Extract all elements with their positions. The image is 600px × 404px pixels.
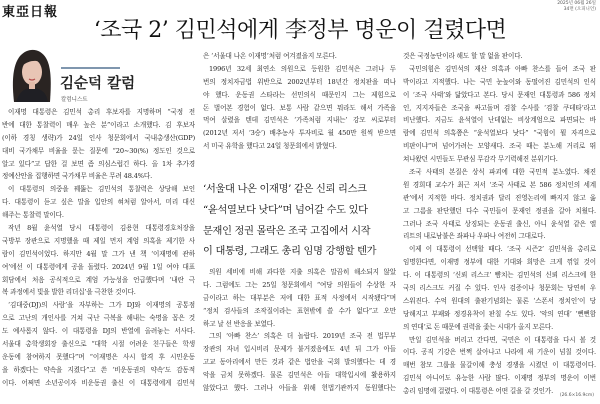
article-headline: ‘조국 2’ 김민석에게 李정부 명운이 걸렸다면 [93, 18, 507, 43]
text-line: 도 예사롭지 않다. 이 대통령을 DJ의 반열에 올려놓는 서사다. [2, 327, 195, 336]
text-line: 해주는 통찰력 말이다. [2, 211, 64, 220]
paragraph [2, 106, 195, 183]
text-line: 이다. 공직 기강은 번쩍 살아나고 나라에 새 기운이 넘칠 것이다. [403, 348, 596, 357]
text-line: 금이라고 하는 대부분은 저에 대한 표적 사정에서 시작됐다”며 [203, 293, 396, 302]
text-line: 여’에선 이 대통령에게 공을 돌렸다. 2024년 9월 1일 여야 대표 [2, 262, 195, 271]
text-line: (이하 경칭 생략)가 24일 인사 청문회에서 국내총생산(GDP) [2, 133, 195, 142]
text-line: 당해지고 부패와 정경유착이 판칠 수도 있다. ‘악의 연대’ ‘뻔뻔함 [403, 309, 596, 318]
text-line: 은 ‘서울대 나온 이재명’처럼 여겨졌을지 모른다. [203, 52, 337, 60]
text-line: 국민의힘은 김민석의 재산 의혹과 아빠 찬스를 들어 조국 판 [409, 64, 596, 73]
text-line: 야 했다. 운동권 스타라는 선민의식 때문인지 그는 제힘으로 [203, 90, 396, 99]
text-line: 알고 있다”고 답한 걸 보면 좀 의심스럽긴 하다. 올 1차 추가경 [2, 159, 195, 168]
paragraph [203, 50, 396, 63]
text-column-left [2, 106, 195, 390]
text-line: 비난했다. 지금도 윤석열이 난데없는 비상계엄으로 파면되는 바 [403, 116, 596, 125]
text-line: 매번 참모 그룹을 물갈이해 충성 경쟁을 시켰던 이 대통령이다. [403, 361, 596, 370]
text-column-middle-top [203, 50, 396, 153]
text-line: 고 그름을 판단했던 다수 국민들이 문재인 정권을 갈아 치웠다. [403, 206, 596, 215]
text-line: 스워진다. 수억 원대의 출판기념회는 물론 ‘스폰서 정치인’이 당 [403, 296, 596, 305]
text-line: 그의 ‘아빠 찬스’ 의혹은 더 놀랍다. 2019년 조국 전 법무부 [209, 332, 396, 341]
text-line: 이재명 대통령은 김민석 총리 후보자를 지명하며 “국정 전 [8, 108, 195, 116]
text-column-right [403, 50, 596, 398]
text-line: 람이 김민석이었다. 하지만 4월 말 그가 낸 책 ‘이재명에 관하 [2, 249, 195, 258]
text-line: 악을 금치 못하겠다. 물론 김민석은 아들 대학입시에 활용하지 [203, 371, 396, 380]
text-line: 다. 이 대통령의 ‘신뢰 리스크’ 뺨치는 김민석의 신뢰 리스크에 한 [403, 271, 596, 280]
text-column-middle-bottom [203, 266, 396, 395]
text-line: 고교 동아리에서 만든 것과 같은 법안을 국회 발의했다는 데 경 [203, 358, 396, 367]
text-line: 만일 김민석을 버리고 간다면, 국민은 이 대통령을 다시 볼 것 [409, 335, 596, 344]
text-line: 으로 고난의 개인사를 거쳐 국난 극복을 해내는 숙명을 꼽은 것 [2, 314, 195, 323]
text-line: 1996년 32세 최연소 의원으로 등원한 김민석은 그러나 두 [209, 64, 396, 73]
subheadline [203, 180, 395, 263]
paragraph [2, 222, 195, 299]
column-name: 김순덕 칼럼 [60, 76, 136, 92]
subheadline-line: 문재인 정권 몰락은 조국 고집에서 시작 [203, 225, 371, 237]
subheadline-line: ‘서울대 나온 이재명’ 같은 신뢰 리스크 [203, 184, 367, 195]
text-line: 장관의 자녀 입시비리 문제가 불거졌음에도 4년 뒤 그가 아들 [203, 345, 396, 354]
columnist-photo [6, 44, 56, 102]
text-line: 원 경희대 교수가 최근 저서 ‘조국 사태로 본 586 정치인의 세계 [403, 180, 596, 189]
text-line: 이 대통령의 의중을 꿰뚫는 김민석의 통찰력은 상당해 보인 [8, 185, 195, 194]
paragraph [403, 63, 596, 166]
text-line: 비판이냐”며 넘어가려는 모양새다. 조국 때는 분노해 거리로 뛰 [403, 142, 596, 151]
text-line: 의원 세비에 비해 과다한 지출 의혹은 말끔히 해소되지 않았 [209, 268, 396, 276]
text-line: 이다. 어쩌면 소년공이자 비운동권 출신 이 대통령에게 김민석 [2, 378, 195, 387]
text-line: 박이라고 지적했다. 나는 국민 눈높이와 동떨어진 김민석의 인식 [403, 77, 596, 86]
text-line: 이제 이 대통령이 선택할 때다. ‘조국 시즌2’ 김민석을 총리로 [409, 245, 596, 254]
text-line: 작년 8월 윤석열 당시 대통령이 김용현 대통령경호처장을 [8, 224, 195, 233]
text-line: 서울대 총학생회장 출신으로 “대학 시절 어려운 친구들은 학생 [2, 340, 195, 349]
text-line: 복 과정에서 빛을 발한 리더십’을 극찬한 것이다. [2, 288, 136, 297]
subheadline-line: 이 대통령, 그래도 총리 임명 강행할 텐가 [203, 246, 377, 258]
text-line: 김민석 아니어도 유능한 사람 많다. 이재명 정부의 명운이 이번 [403, 374, 596, 383]
paragraph [403, 243, 596, 333]
text-line: 대비 국가채무 비율을 묻는 질문에 “20∼30(%) 정도인 것으로 [2, 146, 195, 155]
text-line: 을 하겠다는 약속을 지켰다”고 쓴 ‘비운동권의 약속’도 감동적 [2, 365, 195, 374]
subheadline-line: “윤석열보다 낫다”며 넘어갈 수도 있다 [203, 204, 368, 216]
text-line: 의 연대’로 돈 때문에 권력을 좇는 시대가 올지 모른다. [403, 322, 554, 331]
paragraph [203, 63, 396, 153]
text-line: 쳐나왔던 시민들도 무관심 무감각 무기력해진 분위기다. [403, 155, 558, 164]
paragraph [2, 299, 195, 389]
newspaper-masthead: 東亞日報 [2, 5, 59, 20]
text-line: 관’에서 지적한 바다. 정치권과 달리 진영논리에 빠지지 않고 옳 [403, 193, 596, 202]
text-line: 회담에서 처음 공식적으로 계엄 가능성을 언급했다며 ‘내란 극 [2, 275, 195, 284]
text-line: 국방부 장관으로 지명했을 때 제일 먼저 계엄 의혹을 제기한 사 [2, 236, 195, 245]
paragraph [403, 334, 596, 398]
text-line: 총리 임명에 걸렸다. 이 대통령은 어떤 길을 갈 것인가. [403, 387, 554, 396]
text-line: 하고 날 선 반응을 보였다. [203, 319, 275, 328]
text-line: 않았다고 했다. 그러나 아들을 위해 헌법기관까지 동원했다는 [203, 384, 396, 393]
dateline [557, 1, 596, 13]
text-line: 인, 지지자들은 조국을 싸고돌며 검찰 수사를 ‘검찰 쿠데타’라고 [403, 103, 596, 112]
text-line: 조국 사태의 본질은 상식 파괴에 대한 국민적 분노였다. 채진 [409, 168, 596, 177]
paragraph [2, 183, 195, 222]
paragraph [203, 266, 396, 330]
text-line: “정치 검사들의 조작질이라는 표현밖에 쓸 수가 없다”고 오만 [203, 306, 396, 315]
text-line: 그러나 조국 사태로 상징되는 운동권 출신, 아니 윤석열 같은 엘 [403, 219, 596, 228]
text-line: 것은 국정농단이라 해도 할 말 없을 판이다. [403, 52, 523, 60]
text-line: 다. 그럼에도 그는 25일 청문회에서 “여당 의원들이 수상한 자 [203, 280, 396, 289]
text-line: 반에 대한 통찰력이 매우 높은 분”이라고 소개했다. 김 후보자 [2, 120, 195, 129]
publish-date: 2025년 06월 26일 [557, 1, 596, 6]
text-line: 람에 김민석 의혹쯤은 “윤석열보다 낫다” “국힘이 뭘 자격으로 [403, 129, 596, 138]
text-line: ‘김대중(DJ)의 사람’을 자부하는 그가 DJ와 이재명의 공통점 [8, 301, 195, 310]
text-line: (2012년 저서 ‘3승’) 배추농사 투자비로 월 450만 원씩 받으면 [203, 129, 396, 138]
text-line: 운동에 참여하지 못했다”며 “이재명은 사시 합격 후 시민운동 [2, 352, 195, 361]
text-line: 서 미국 유학을 했다고 24일 청문회에서 밝혔다. [203, 142, 337, 151]
paragraph [203, 330, 396, 394]
text-line: 리트의 내로남불은 좌파나 우파나 여전히 그대로다. [403, 232, 546, 241]
page-section: 34면 (오피니언) [563, 7, 596, 12]
accent-bar [61, 67, 120, 69]
text-line: 이 ‘조국 사태’와 닮았다고 본다. 당시 문재인 대통령과 586 정치 [403, 90, 596, 99]
paragraph [403, 50, 596, 63]
text-line: 돈 벌어본 경험이 없다. 보통 사람 같으면 뭐라도 해서 가족을 [203, 103, 396, 112]
paragraph [403, 166, 596, 243]
size-footnote: (26.6×16.9cm) [559, 393, 594, 398]
text-line: 임명한다면, 이재명 정부에 대한 기대와 희망은 크게 꺾일 것이 [403, 258, 596, 267]
text-line: 번의 정치자금법 위반으로 2002년부터 18년간 정치판을 떠나 [203, 77, 396, 86]
text-line: 정예산안을 집행하면 국가채무 비율은 무려 48.4%다. [2, 172, 153, 181]
columnist-role: 칼럼니스트 [61, 97, 88, 103]
text-line: 다. 대통령이 듣고 싶은 말을 입안의 혀처럼 알아서, 미리 대신 [2, 198, 195, 207]
text-line: 먹여 살렸을 텐데 김민석은 ‘가족처럼 지내는’ 강모 씨로부터 [203, 116, 396, 125]
text-line: 국의 리스크도 커질 수 있다. 인사 검증이나 청문회는 당연히 우 [403, 284, 596, 293]
